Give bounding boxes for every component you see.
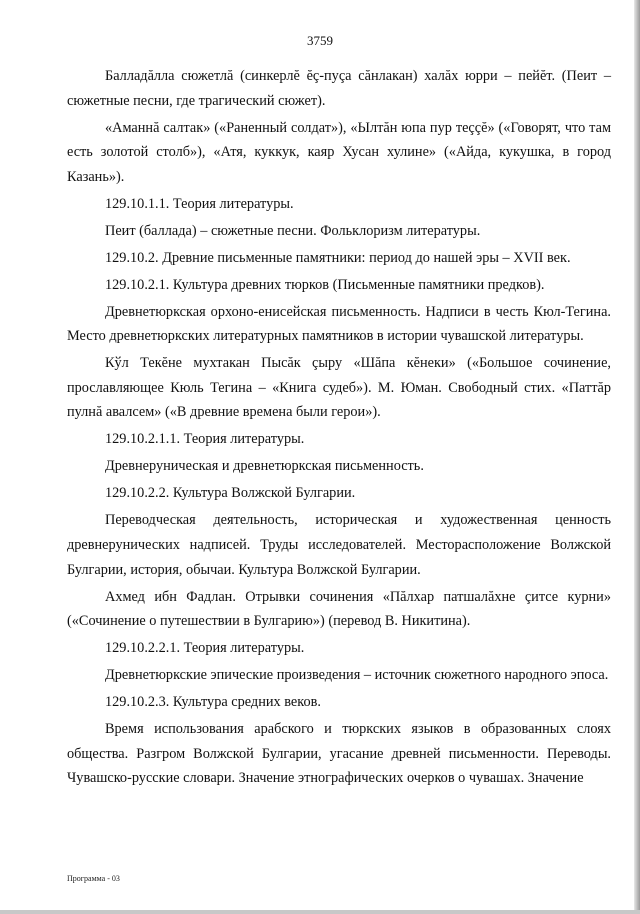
footer-label: Программа - 03 (67, 874, 120, 883)
document-body (67, 64, 611, 793)
paragraph: Переводческая деятельность, историческая и художественная ценность древнерунических надписей. Труды исследователей. Месторасположение Волжской Булгарии, история, обычаи. Культура Волжской Булгарии. (67, 512, 611, 578)
paragraph: Древнетюркская орхоно-енисейская письменность. Надписи в честь Кюл-Тегина. Место древнетюркских литературных памятников в истории чувашской литературы. (67, 303, 611, 345)
paragraph: Пеит (баллада) – сюжетные песни. Фольклоризм литературы. (105, 222, 481, 239)
section-heading: 129.10.2.1. Культура древних тюрков (Письменные памятники предков). (105, 276, 545, 293)
section-heading: 129.10.2.2.1. Теория литературы. (105, 640, 305, 657)
section-heading: 129.10.2. Древние письменные памятники: период до нашей эры – XVII век. (105, 249, 571, 266)
section-heading: 129.10.2.2. Культура Волжской Булгарии. (105, 485, 356, 502)
section-heading: 129.10.1.1. Теория литературы. (105, 195, 294, 212)
paragraph: «Аманнă салтак» («Раненный солдат»), «Ылтăн юпа пур теççĕ» («Говорят, что там есть золотой столб»), «Атя, куккук, каяр Хусан хулине» («Айда, кукушка, в город Казань»). (67, 119, 611, 185)
paragraph: Кўл Текĕне мухтакан Пысăк çыру «Шăпа кĕнеки» («Большое сочинение, прославляющее Кюль Тегина – «Книга судеб»). М. Юман. Свободный стих. «Паттăр пулнă авалсем» («В древние времена были герои»). (67, 355, 611, 421)
page-edge-shadow (634, 0, 640, 914)
section-heading: 129.10.2.3. Культура средних веков. (105, 694, 321, 711)
paragraph: Ахмед ибн Фадлан. Отрывки сочинения «Пăлхар патшалăхне çитсе курни» («Сочинение о путешествии в Булгарию») (перевод В. Никитина). (67, 588, 611, 630)
page-bottom-edge (0, 910, 640, 914)
section-heading: 129.10.2.1.1. Теория литературы. (105, 431, 305, 448)
paragraph: Балладăлла сюжетлă (синкерлĕ ĕç-пуça сăнлакан) халăх юрри – пейĕт. (Пеит – сюжетные песни, где трагический сюжет). (67, 68, 611, 109)
paragraph: Древнетюркские эпические произведения – источник сюжетного народного эпоса. (105, 667, 609, 684)
paragraph: Древнеруническая и древнетюркская письменность. (105, 458, 424, 475)
paragraph: Время использования арабского и тюркских языков в образованных слоях общества. Разгром Волжской Булгарии, угасание древней письменности. Переводы. Чувашско-русские словари. Значение этнографических очерков о чувашах. Значение (67, 721, 611, 787)
page-number: 3759 (307, 33, 333, 48)
